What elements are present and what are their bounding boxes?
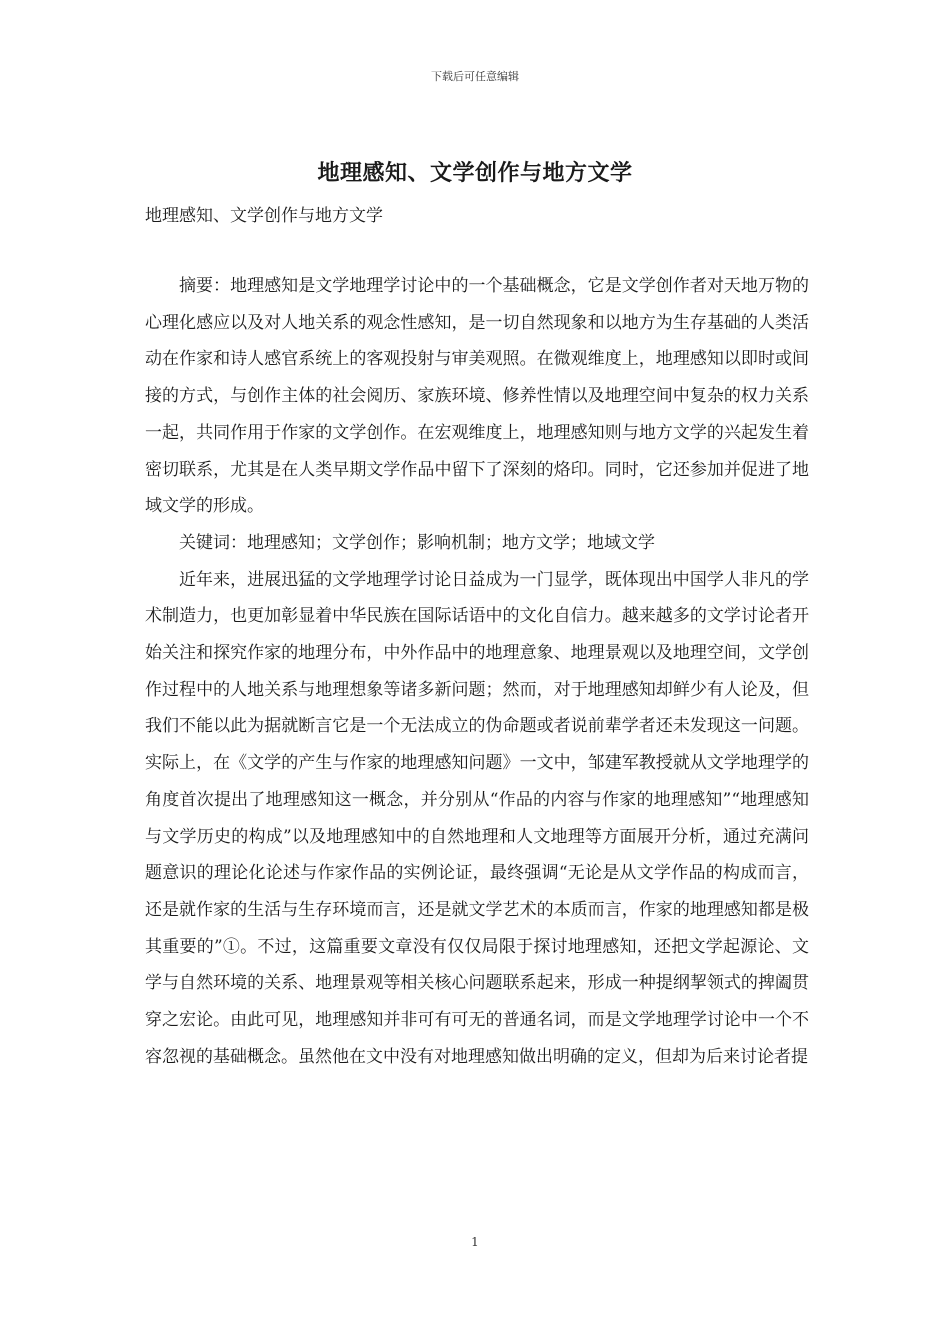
page-subtitle: 地理感知、文学创作与地方文学 [145,206,383,226]
keywords-paragraph: 关键词：地理感知；文学创作；影响机制；地方文学；地域文学 [179,532,655,553]
abstract-paragraph: 摘要：地理感知是文学地理学讨论中的一个基础概念，它是文学创作者对天地万物的心理化感应以及对人地关系的观念性感知，是一切自然现象和以地方为生存基础的人类活动在作家和诗人感官系统上的客观投射与审美观照。在微观维度上，地理感知以即时或间接的方式，与创作主体的社会阅历、家族环境、修养性情以及地理空间中复杂的权力关系一起，共同作用于作家的文学创作。在宏观维度上，地理感知则与地方文学的兴起发生着密切联系，尤其是在人类早期文学作品中留下了深刻的烙印。同时，它还参加并促进了地域文学的形成。 [145,276,809,517]
body-text [145,268,809,1075]
page-title: 地理感知、文学创作与地方文学 [317,160,633,186]
body-paragraph: 近年来，进展迅猛的文学地理学讨论日益成为一门显学，既体现出中国学人非凡的学术制造力，也更加彰显着中华民族在国际话语中的文化自信力。越来越多的文学讨论者开始关注和探究作家的地理分布，中外作品中的地理意象、地理景观以及地理空间，文学创作过程中的人地关系与地理想象等诸多新问题；然而，对于地理感知却鲜少有人论及，但我们不能以此为据就断言它是一个无法成立的伪命题或者说前辈学者还未发现这一问题。实际上，在《文学的产生与作家的地理感知问题》一文中，邹建军教授就从文学地理学的角度首次提出了地理感知这一概念，并分别从“作品的内容与作家的地理感知”“地理感知与文学历史的构成”以及地理感知中的自然地理和人文地理等方面展开分析，通过充满问题意识的理论化论述与作家作品的实例论证，最终强调“无论是从文学作品的构成而言，还是就作家的生活与生存环境而言，还是就文学艺术的本质而言，作家的地理感知都是极其重要的”①。不过，这篇重要文章没有仅仅局限于探讨地理感知，还把文学起源论、文学与自然环境的关系、地理景观等相关核心问题联系起来，形成一种提纲挈领式的捭阖贯穿之宏论。由此可见，地理感知并非可有可无的普通名词，而是文学地理学讨论中一个不容忽视的基础概念。虽然他在文中没有对地理感知做出明确的定义，但却为后来讨论者提 [145,569,809,1067]
header-note: 下载后可任意编辑 [431,70,519,83]
page-number: 1 [471,1235,479,1249]
